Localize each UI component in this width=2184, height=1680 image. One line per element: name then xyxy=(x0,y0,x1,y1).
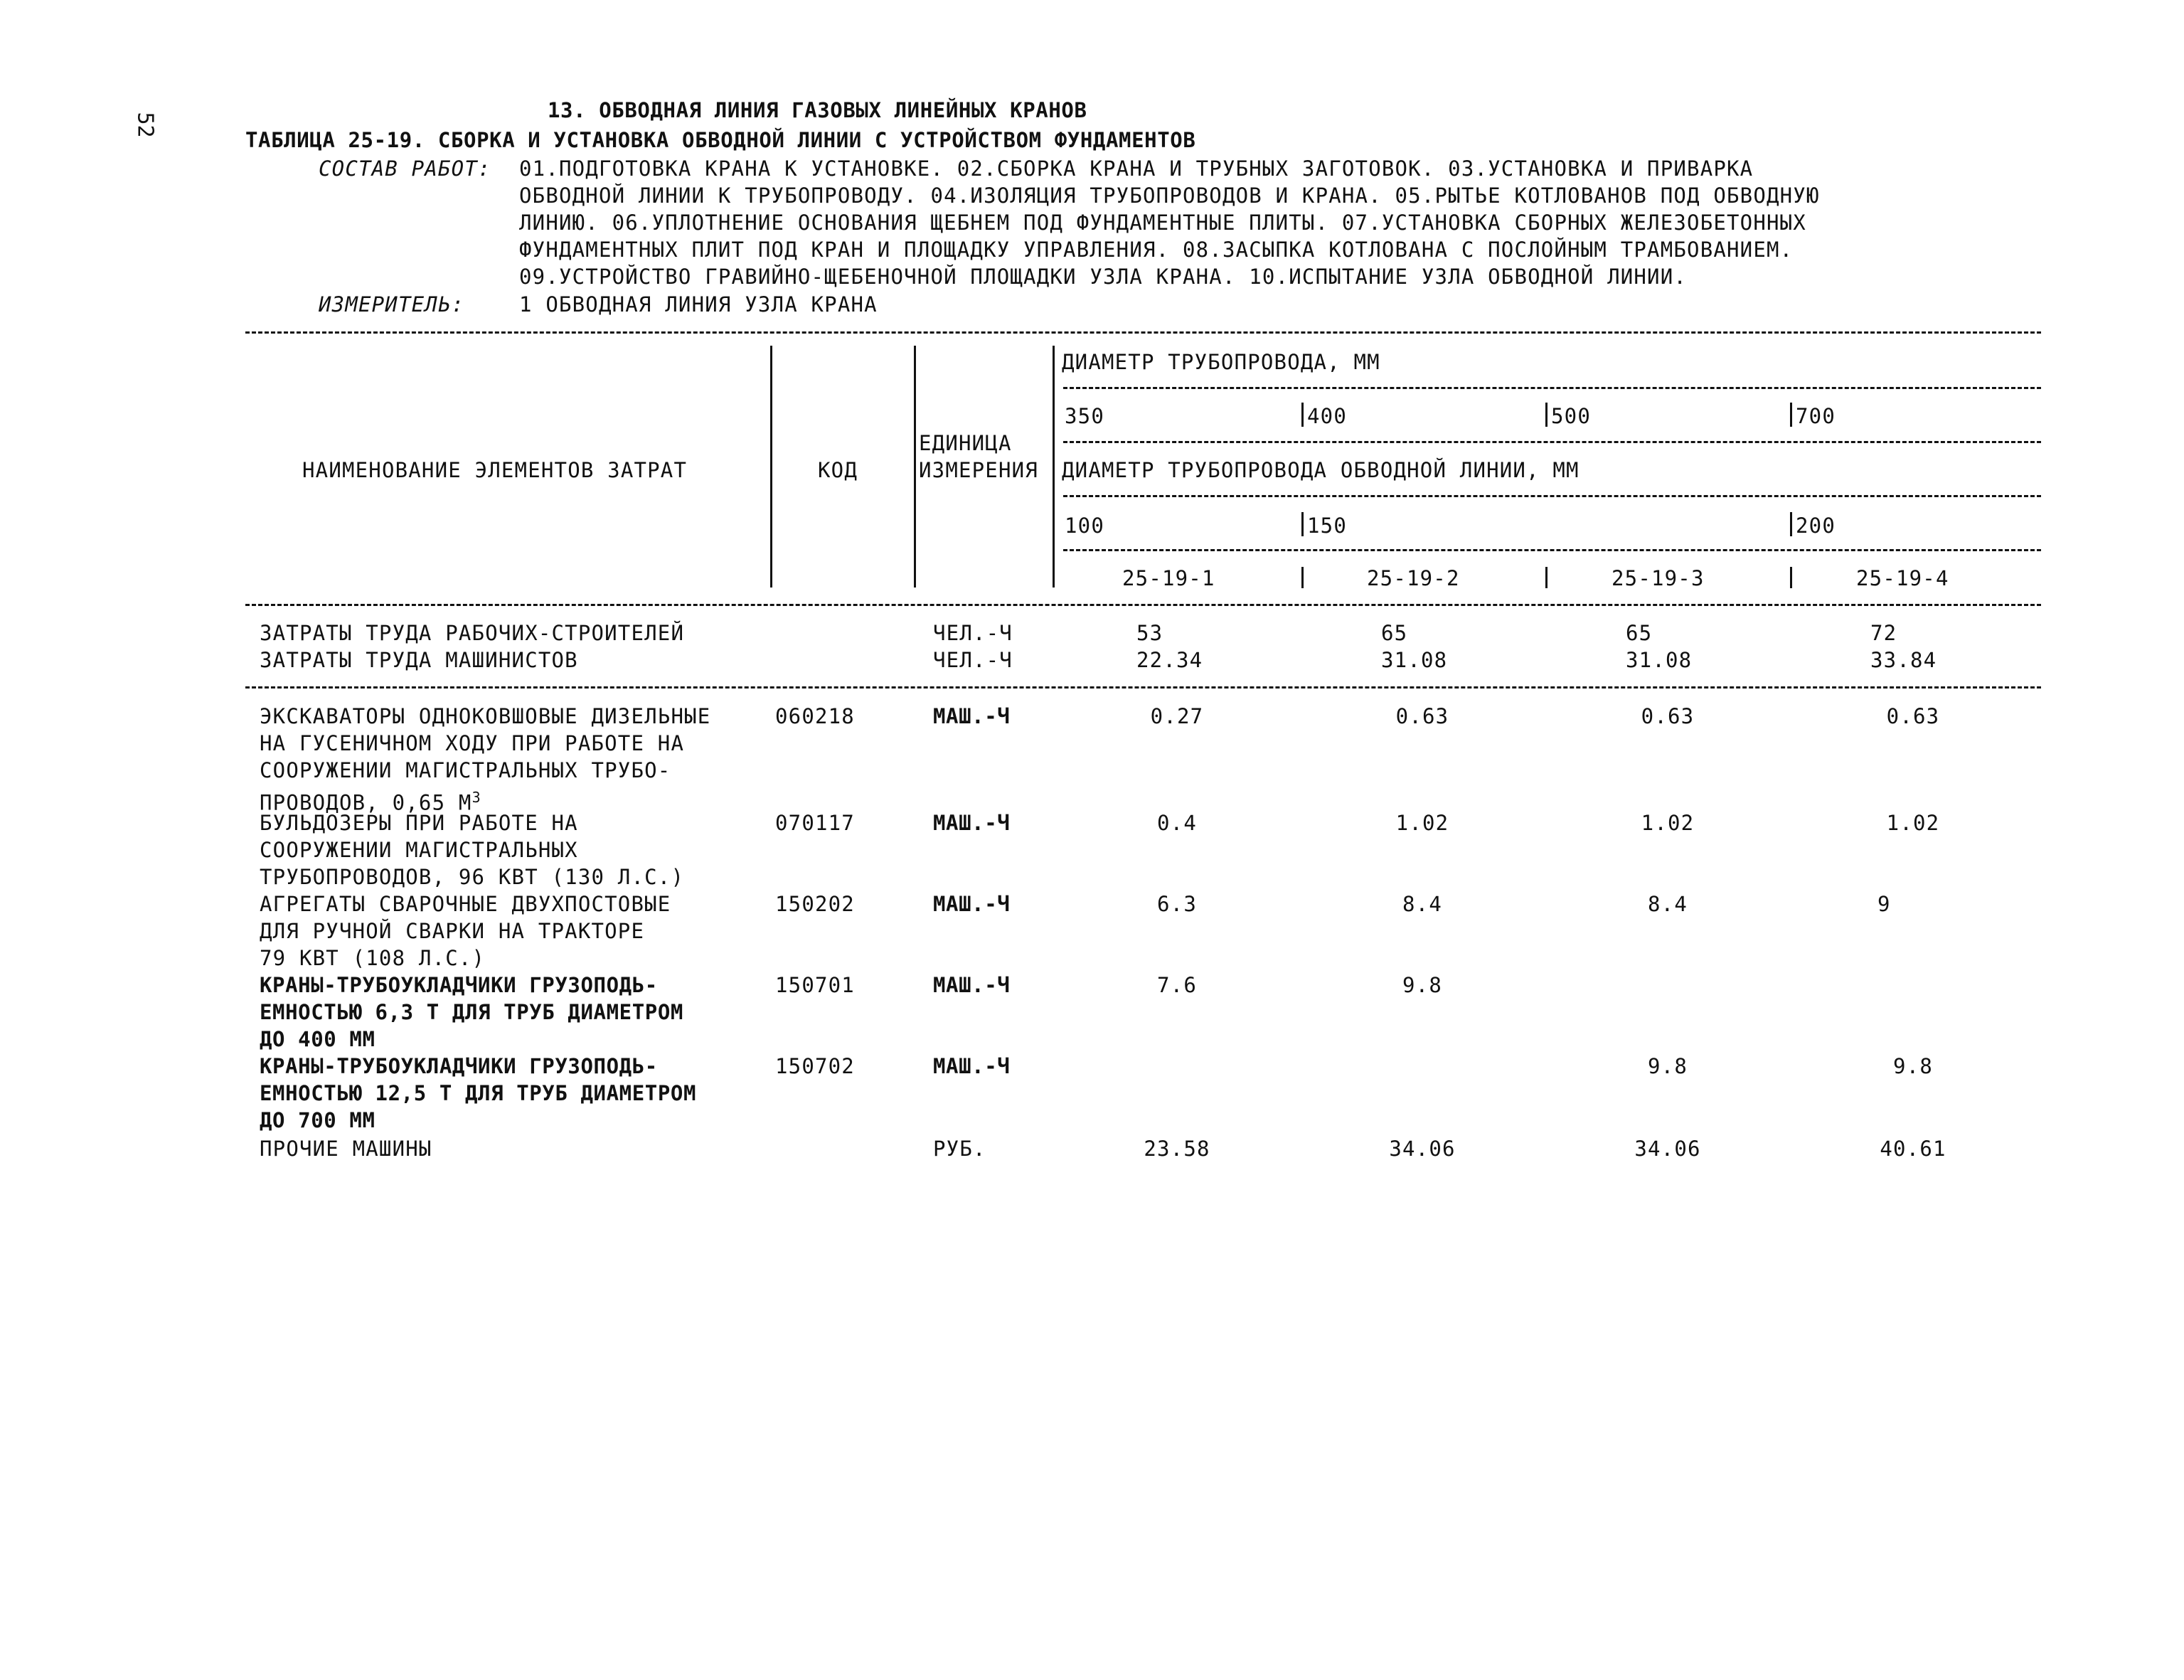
header-bypass-diameter: ДИАМЕТР ТРУБОПРОВОДА ОБВОДНОЙ ЛИНИИ, ММ xyxy=(1062,458,1580,482)
machine-name-line: ЕМНОСТЬЮ 12,5 Т ДЛЯ ТРУБ ДИАМЕТРОМ xyxy=(260,1081,697,1105)
labor-row-value: 65 xyxy=(1381,621,1408,645)
bypass-diameter-value: 100 xyxy=(1065,514,1104,538)
machine-name-line: ТРУБОПРОВОДОВ, 96 КВТ (130 Л.С.) xyxy=(260,865,685,889)
rule-sub xyxy=(1063,387,2041,389)
machine-name-line: ДЛЯ РУЧНОЙ СВАРКИ НА ТРАКТОРЕ xyxy=(260,919,645,943)
rule-labor-bottom xyxy=(245,686,2041,689)
machine-unit: МАШ.-Ч xyxy=(933,973,1011,997)
machine-value: 8.4 xyxy=(1402,892,1442,916)
machine-name-line: ДО 700 ММ xyxy=(260,1108,375,1132)
machine-value: 9.8 xyxy=(1893,1054,1933,1078)
machine-name-line: СООРУЖЕНИИ МАГИСТРАЛЬНЫХ xyxy=(260,838,578,862)
header-code-col: КОД xyxy=(818,458,858,482)
header-pipe-diameter: ДИАМЕТР ТРУБОПРОВОДА, ММ xyxy=(1062,350,1380,374)
rule-sub xyxy=(1063,495,2041,497)
machine-value: 0.63 xyxy=(1641,704,1695,728)
labor-row-name: ЗАТРАТЫ ТРУДА РАБОЧИХ-СТРОИТЕЛЕЙ xyxy=(260,621,685,645)
meter-label: ИЗМЕРИТЕЛЬ: xyxy=(319,292,465,317)
table-title: ТАБЛИЦА 25-19. СБОРКА И УСТАНОВКА ОБВОДНОЙ ЛИНИИ С УСТРОЙСТВОМ ФУНДАМЕНТОВ xyxy=(245,128,1196,152)
labor-row-unit: ЧЕЛ.-Ч xyxy=(933,621,1013,645)
pipe-diameter-value: 400 xyxy=(1307,404,1347,428)
machine-value: 34.06 xyxy=(1389,1137,1456,1161)
machine-name-line: ДО 400 ММ xyxy=(260,1027,375,1051)
machine-name-line: ПРОЧИЕ МАШИНЫ xyxy=(260,1137,432,1161)
col-divider xyxy=(1545,567,1548,588)
labor-row-value: 31.08 xyxy=(1381,648,1448,672)
machine-value: 1.02 xyxy=(1641,811,1695,835)
machine-code: 070117 xyxy=(775,811,855,835)
table-code: 25-19-2 xyxy=(1367,566,1460,590)
labor-row-unit: ЧЕЛ.-Ч xyxy=(933,648,1013,672)
machine-name-line: СООРУЖЕНИИ МАГИСТРАЛЬНЫХ ТРУБО- xyxy=(260,758,671,782)
machine-code: 060218 xyxy=(775,704,855,728)
machine-value: 8.4 xyxy=(1648,892,1688,916)
labor-row-value: 65 xyxy=(1626,621,1653,645)
pipe-diameter-value: 500 xyxy=(1551,404,1591,428)
work-line: ФУНДАМЕНТНЫХ ПЛИТ ПОД КРАН И ПЛОЩАДКУ УПРАВЛЕНИЯ. 08.ЗАСЫПКА КОТЛОВАНА С ПОСЛОЙНЫМ ТРАМБОВАНИЕМ. xyxy=(519,238,1794,262)
header-name-col: НАИМЕНОВАНИЕ ЭЛЕМЕНТОВ ЗАТРАТ xyxy=(302,458,688,482)
col-divider xyxy=(1301,567,1304,588)
machine-unit: РУБ. xyxy=(933,1137,986,1161)
col-divider xyxy=(770,346,772,588)
pipe-diameter-value: 700 xyxy=(1796,404,1836,428)
col-divider xyxy=(1790,403,1792,427)
machine-value: 6.3 xyxy=(1157,892,1197,916)
bypass-diameter-value: 200 xyxy=(1796,514,1836,538)
machine-unit: МАШ.-Ч xyxy=(933,704,1011,728)
table-code: 25-19-1 xyxy=(1122,566,1215,590)
machine-value: 0.63 xyxy=(1886,704,1940,728)
machine-code: 150701 xyxy=(775,973,855,997)
machine-value: 34.06 xyxy=(1634,1137,1701,1161)
pipe-diameter-value: 350 xyxy=(1065,404,1104,428)
rule-header-bottom xyxy=(245,604,2041,606)
header-unit-line2: ИЗМЕРЕНИЯ xyxy=(919,458,1038,482)
work-line: ОБВОДНОЙ ЛИНИИ К ТРУБОПРОВОДУ. 04.ИЗОЛЯЦИЯ ТРУБОПРОВОДОВ И КРАНА. 05.РЫТЬЕ КОТЛОВАНОВ ПОД ОБВОДНУЮ xyxy=(519,184,1820,208)
machine-name-line: КРАНЫ-ТРУБОУКЛАДЧИКИ ГРУЗОПОДЬ- xyxy=(260,1054,658,1078)
rule-sub xyxy=(1063,441,2041,443)
machine-unit: МАШ.-Ч xyxy=(933,892,1011,916)
machine-value: 1.02 xyxy=(1886,811,1940,835)
work-line: ЛИНИЮ. 06.УПЛОТНЕНИЕ ОСНОВАНИЯ ЩЕБНЕМ ПОД ФУНДАМЕНТНЫЕ ПЛИТЫ. 07.УСТАНОВКА СБОРНЫХ ЖЕЛЕЗОБЕТОННЫХ xyxy=(519,211,1806,235)
section-title: 13. ОБВОДНАЯ ЛИНИЯ ГАЗОВЫХ ЛИНЕЙНЫХ КРАНОВ xyxy=(548,98,1087,122)
machine-value: 9.8 xyxy=(1648,1054,1688,1078)
col-divider xyxy=(1790,512,1792,536)
machine-name-line: НА ГУСЕНИЧНОМ ХОДУ ПРИ РАБОТЕ НА xyxy=(260,731,685,755)
machine-value: 0.63 xyxy=(1395,704,1449,728)
page-number: 52 xyxy=(132,112,158,138)
machine-name-line: КРАНЫ-ТРУБОУКЛАДЧИКИ ГРУЗОПОДЬ- xyxy=(260,973,658,997)
machine-name-line: 79 КВТ (108 Л.С.) xyxy=(260,946,486,970)
machine-unit: МАШ.-Ч xyxy=(933,811,1011,835)
machine-unit: МАШ.-Ч xyxy=(933,1054,1011,1078)
col-divider xyxy=(1301,512,1304,536)
labor-row-value: 53 xyxy=(1136,621,1163,645)
rule-sub xyxy=(1063,549,2041,551)
labor-row-value: 33.84 xyxy=(1870,648,1937,672)
col-divider xyxy=(1053,346,1055,588)
machine-name-line: АГРЕГАТЫ СВАРОЧНЫЕ ДВУХПОСТОВЫЕ xyxy=(260,892,671,916)
work-line: 09.УСТРОЙСТВО ГРАВИЙНО-ЩЕБЕНОЧНОЙ ПЛОЩАДКИ УЗЛА КРАНА. 10.ИСПЫТАНИЕ УЗЛА ОБВОДНОЙ ЛИНИИ. xyxy=(519,265,1688,289)
machine-value: 40.61 xyxy=(1880,1137,1946,1161)
machine-code: 150702 xyxy=(775,1054,855,1078)
col-divider xyxy=(1301,403,1304,427)
machine-name-line: БУЛЬДОЗЕРЫ ПРИ РАБОТЕ НА xyxy=(260,811,578,835)
labor-row-value: 31.08 xyxy=(1626,648,1693,672)
work-line: 01.ПОДГОТОВКА КРАНА К УСТАНОВКЕ. 02.СБОРКА КРАНА И ТРУБНЫХ ЗАГОТОВОК. 03.УСТАНОВКА И ПРИВАРКА xyxy=(519,156,1754,181)
col-divider xyxy=(914,346,916,588)
col-divider xyxy=(1545,403,1548,427)
machine-value: 9.8 xyxy=(1402,973,1442,997)
machine-value: 0.4 xyxy=(1157,811,1197,835)
machine-value: 0.27 xyxy=(1150,704,1204,728)
rule-top xyxy=(245,331,2041,334)
machine-value: 23.58 xyxy=(1144,1137,1210,1161)
machine-name-line: ПРОВОДОВ, 0,65 $М^3$ xyxy=(260,789,481,815)
col-divider xyxy=(1790,567,1792,588)
work-label: СОСТАВ РАБОТ: xyxy=(319,156,491,181)
meter-value: 1 ОБВОДНАЯ ЛИНИЯ УЗЛА КРАНА xyxy=(519,292,878,317)
machine-value: 9 xyxy=(1877,892,1891,916)
table-code: 25-19-3 xyxy=(1612,566,1705,590)
superscript-three: 3 xyxy=(472,789,481,806)
machine-name-line: ЕМНОСТЬЮ 6,3 Т ДЛЯ ТРУБ ДИАМЕТРОМ xyxy=(260,1000,683,1024)
machine-value: 7.6 xyxy=(1157,973,1197,997)
machine-name-line: ЭКСКАВАТОРЫ ОДНОКОВШОВЫЕ ДИЗЕЛЬНЫЕ xyxy=(260,704,711,728)
labor-row-name: ЗАТРАТЫ ТРУДА МАШИНИСТОВ xyxy=(260,648,578,672)
labor-row-value: 72 xyxy=(1870,621,1897,645)
labor-row-value: 22.34 xyxy=(1136,648,1203,672)
bypass-diameter-value: 150 xyxy=(1307,514,1347,538)
machine-code: 150202 xyxy=(775,892,855,916)
table-code: 25-19-4 xyxy=(1856,566,1949,590)
machine-value: 1.02 xyxy=(1395,811,1449,835)
header-unit-line1: ЕДИНИЦА xyxy=(919,431,1012,455)
